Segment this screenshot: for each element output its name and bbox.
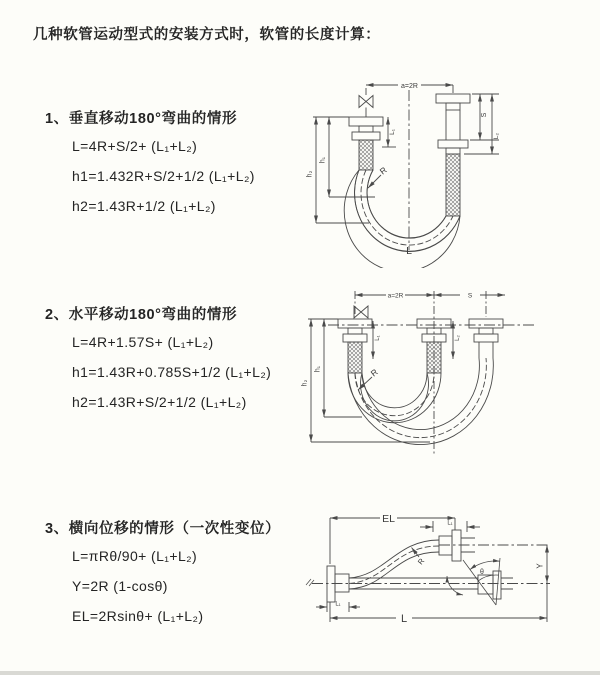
- diagram-horizontal-180-bend: [300, 281, 595, 463]
- section1-formula-h2: h2=1.43R+1/2 (L₁+L₂): [72, 198, 216, 214]
- d2-label-l1: L₁: [375, 335, 381, 341]
- d2-dim-h-lines: [308, 319, 430, 442]
- d2-valve-icon: [354, 306, 368, 318]
- d3-label-theta: θ: [480, 569, 484, 576]
- section3-formula-y: Y=2R (1-cosθ): [72, 578, 168, 594]
- d1-left-connector: [349, 117, 383, 170]
- d1-label-l2: L₂: [493, 132, 500, 140]
- d3-dim-l-line: [330, 602, 547, 622]
- d1-label-l: L: [406, 245, 412, 257]
- section2-formula-h1: h1=1.43R+0.785S+1/2 (L₁+L₂): [72, 364, 272, 380]
- d3-label-y: Y: [535, 563, 545, 569]
- d3-label-l1-bottom: L₁: [335, 601, 341, 608]
- scan-edge: [0, 671, 600, 675]
- section1-heading: 1、垂直移动180°弯曲的情形: [45, 111, 238, 127]
- d1-valve-icon: [359, 88, 373, 117]
- section1-formula-l: L=4R+S/2+ (L₁+L₂): [72, 138, 198, 154]
- d1-label-h1: h₁: [319, 156, 327, 164]
- section2-formula-h2: h2=1.43R+S/2+1/2 (L₁+L₂): [72, 394, 247, 410]
- section2-heading: 2、水平移动180°弯曲的情形: [45, 307, 238, 323]
- d1-label-a2r: a=2R: [401, 82, 418, 90]
- d3-label-l1-top: L₁: [447, 520, 453, 527]
- d2-label-h2: h₂: [301, 379, 309, 387]
- section3-formula-el: EL=2Rsinθ+ (L₁+L₂): [72, 608, 204, 624]
- d2-left-connector: [338, 319, 372, 373]
- d1-hose-bend: [344, 170, 460, 268]
- page-title: 几种软管运动型式的安装方式时，软管的长度计算：: [33, 27, 381, 43]
- section1-formula-h1: h1=1.432R+S/2+1/2 (L₁+L₂): [72, 168, 255, 184]
- d1-label-l1: L₁: [389, 129, 396, 135]
- d2-label-l2: L₂: [455, 335, 461, 341]
- d1-label-s: S: [481, 112, 488, 118]
- d3-label-el: EL: [382, 512, 395, 525]
- d3-angle-construction: [447, 558, 500, 605]
- d3-upper-flange: [439, 530, 475, 561]
- diagram-lateral-displacement: [300, 486, 600, 654]
- d1-label-r: R: [377, 164, 389, 177]
- d3-label-r: R: [415, 556, 427, 567]
- d2-label-s: S: [467, 292, 473, 300]
- d1-label-h2: h₂: [306, 170, 314, 178]
- section3-heading: 3、横向位移的情形（一次性变位）: [45, 521, 281, 537]
- d2-label-h1: h₁: [314, 365, 322, 373]
- d3-left-flange: [306, 566, 349, 602]
- d3-hose-curved: [349, 540, 439, 589]
- section2-formula-l: L=4R+1.57S+ (L₁+L₂): [72, 334, 214, 350]
- diagram-vertical-180-bend: [303, 68, 593, 268]
- d3-label-l: L: [400, 612, 408, 625]
- d2-label-a2r: a=2R: [387, 292, 404, 300]
- d1-right-connector: [436, 94, 470, 216]
- section3-formula-l: L=πRθ/90+ (L₁+L₂): [72, 548, 198, 564]
- d2-label-r: R: [368, 366, 380, 379]
